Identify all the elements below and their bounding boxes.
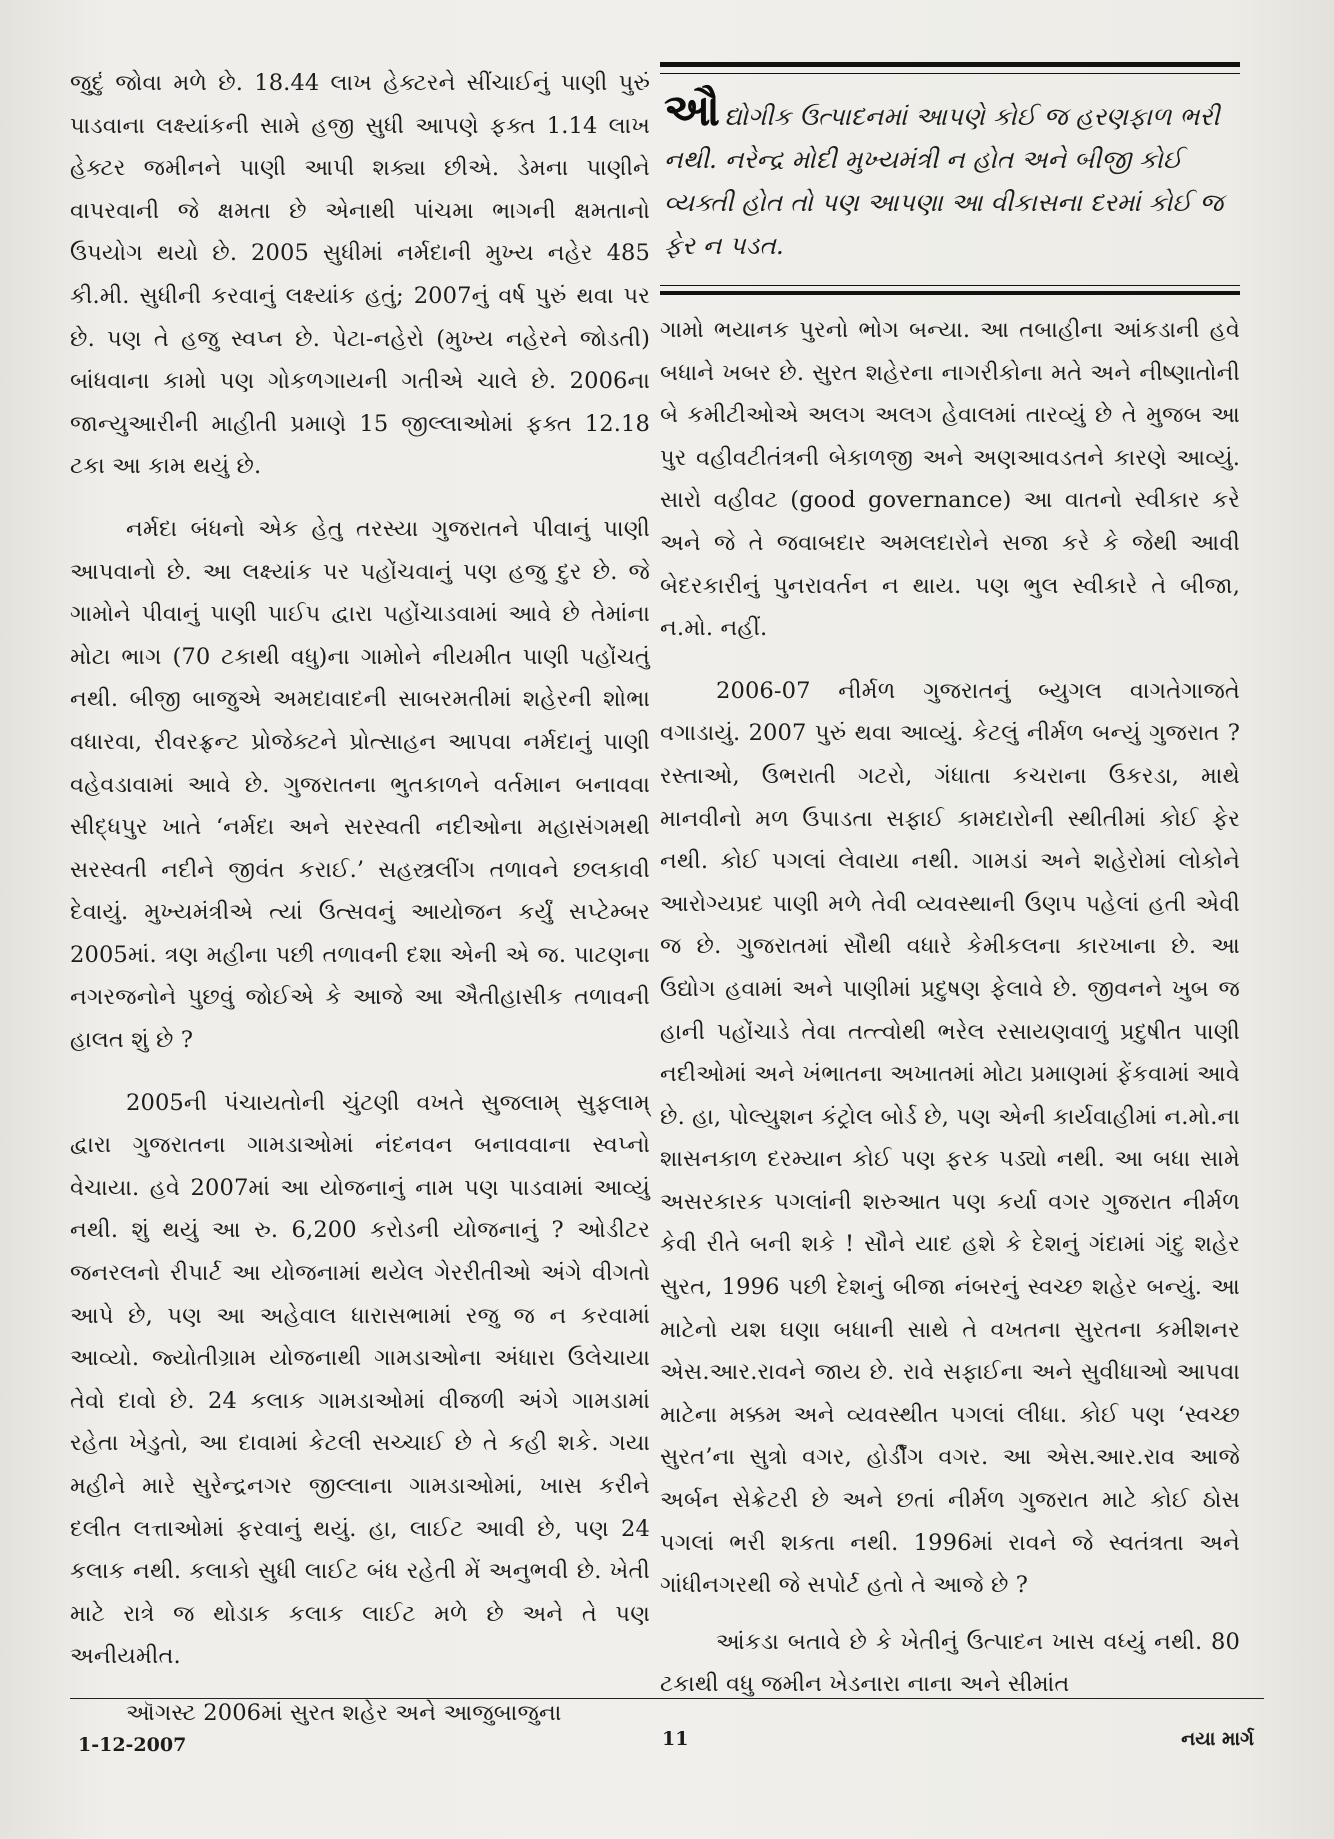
article-paragraph: આંકડા બતાવે છે કે ખેતીનું ઉત્પાદન ખાસ વધ્યું નથી. 80 ટકાથી વધુ જમીન ખેડનારા નાના અને સીમાંત — [660, 1628, 1240, 1698]
issue-date: 1-12-2007 — [78, 1734, 187, 1756]
page-number: 11 — [662, 1728, 689, 1750]
magazine-name: નયા માર્ગ — [1181, 1728, 1254, 1750]
article-paragraph: ગામો ભયાનક પુરનો ભોગ બન્યા. આ તબાહીના આંકડાની હવે બધાને ખબર છે. સુરત શહેરના નાગરીકોના મતે અને નીષ્ણાતોની બે કમીટીઓએ અલગ અલગ હેવાલમાં તારવ્યું છે તે મુજબ આ પુર વહીવટીતંત્રની બેકાળજી અને અણઆવડતને કારણે આવ્યું. સારો વહીવટ (good governance) આ વાતનો સ્વીકાર કરે અને જે તે જવાબદાર અમલદારોને સજા કરે કે જેથી આવી બેદરકારીનું પુનરાવર્તન ન થાય. પણ ભુલ સ્વીકારે તે બીજા, ન.મો. નહીં. — [660, 317, 1240, 642]
pull-quote — [660, 62, 1240, 295]
pull-quote-text — [664, 85, 1236, 267]
drop-cap: ઔ — [664, 85, 720, 136]
article-paragraph: 2006-07 નીર્મળ ગુજરાતનું બ્યુગલ વાગતેગાજતે વગાડાયું. 2007 પુરું થવા આવ્યું. કેટલું નીર્મળ બન્યું ગુજરાત ? રસ્તાઓ, ઉભરાતી ગટરો, ગંધાતા કચરાના ઉકરડા, માથે માનવીનો મળ ઉપાડતા સફાઈ કામદારોની સ્થીતીમાં કોઈ ફેર નથી. કોઈ પગલાં લેવાયા નથી. ગામડાં અને શહેરોમાં લોકોને આરોગ્યપ્રદ પાણી મળે તેવી વ્યવસ્થાની ઉણપ પહેલાં હતી એવી જ છે. ગુજરાતમાં સૌથી વધારે કેમીકલના કારખાના છે. આ ઉદ્યોગ હવામાં અને પાણીમાં પ્રદુષણ ફેલાવે છે. જીવનને ખુબ જ હાની પહોંચાડે તેવા તત્ત્વોથી ભરેલ રસાયણવાળું પ્રદુષીત પાણી નદીઓમાં અને ખંભાતના અખાતમાં મોટા પ્રમાણમાં ફેંકવામાં આવે છે. હા, પોલ્યુશન કંટ્રોલ બોર્ડ છે, પણ એની કાર્યવાહીમાં ન.મો.ના શાસનકાળ દરમ્યાન કોઈ પણ ફરક પડ્યો નથી. આ બધા સામે અસરકારક પગલાંની શરુઆત પણ કર્યા વગર ગુજરાત નીર્મળ કેવી રીતે બની શકે ! સૌને યાદ હશે કે દેશનું ગંદામાં ગંદુ શહેર સુરત, 1996 પછી દેશનું બીજા નંબરનું સ્વચ્છ શહેર બન્યું. આ માટેનો યશ ઘણા બધાની સાથે તે વખતના સુરતના કમીશનર એસ.આર.રાવને જાય છે. રાવે સફાઈના અને સુવીધાઓ આપવા માટેના મક્કમ અને વ્યવસ્થીત પગલાં લીધા. કોઈ પણ ‘સ્વચ્છ સુરત’ના સુત્રો વગર, હોર્ડીંગ વગર. આ એસ.આર.રાવ આજે અર્બન સેક્રેટરી છે અને છતાં નીર્મળ ગુજરાત માટે કોઈ ઠોસ પગલાં ભરી શકતા નથી. 1996માં રાવને જે સ્વતંત્રતા અને ગાંધીનગરથી જે સપોર્ટ હતો તે આજે છે ? — [660, 677, 1240, 1599]
article-paragraph: જુદું જોવા મળે છે. 18.44 લાખ હેક્ટરને સીંચાઈનું પાણી પુરું પાડવાના લક્ષ્યાંકની સામે હજી સુધી આપણે ફક્ત 1.14 લાખ હેક્ટર જમીનને પાણી આપી શક્યા છીએ. ડેમના પાણીને વાપરવાની જે ક્ષમતા છે એનાથી પાંચમા ભાગની ક્ષમતાનો ઉપયોગ થયો છે. 2005 સુધીમાં નર્મદાની મુખ્ય નહેર 485 કી.મી. સુધીની કરવાનું લક્ષ્યાંક હતું; 2007નું વર્ષ પુરું થવા પર છે. પણ તે હજુ સ્વપ્ન છે. પેટા-નહેરો (મુખ્ય નહેરને જોડતી) બાંધવાના કામો પણ ગોકળગાયની ગતીએ ચાલે છે. 2006ના જાન્યુઆરીની માહીતી પ્રમાણે 15 જીલ્લાઓમાં ફક્ત 12.18 ટકા આ કામ થયું છે. — [70, 70, 650, 480]
article-paragraph: નર્મદા બંધનો એક હેતુ તરસ્યા ગુજરાતને પીવાનું પાણી આપવાનો છે. આ લક્ષ્યાંક પર પહોંચવાનું પણ હજુ દુર છે. જે ગામોને પીવાનું પાણી પાઈપ દ્વારા પહોંચાડવામાં આવે છે તેમાંના મોટા ભાગ (70 ટકાથી વધુ)ના ગામોને નીયમીત પાણી પહોંચતું નથી. બીજી બાજુએ અમદાવાદની સાબરમતીમાં શહેરની શોભા વધારવા, રીવરફ્રન્ટ પ્રોજેક્ટને પ્રોત્સાહન આપવા નર્મદાનું પાણી વહેવડાવામાં આવે છે. ગુજરાતના ભુતકાળને વર્તમાન બનાવવા સીદ્ધપુર ખાતે ‘નર્મદા અને સરસ્વતી નદીઓના મહાસંગમથી સરસ્વતી નદીને જીવંત કરાઈ.’ સહસ્ત્રલીંગ તળાવને છલકાવી દેવાયું. મુખ્યમંત્રીએ ત્યાં ઉત્સવનું આયોજન કર્યું સપ્ટેમ્બર 2005માં. ત્રણ મહીના પછી તળાવની દશા એની એ જ. પાટણના નગરજનોને પુછવું જોઈએ કે આજે આ ઐતીહાસીક તળાવની હાલત શું છે ? — [70, 515, 650, 1054]
article-paragraph: 2005ની પંચાયતોની ચુંટણી વખતે સુજલામ્ સુફલામ્ દ્વારા ગુજરાતના ગામડાઓમાં નંદનવન બનાવવાના સ્વપ્નો વેચાયા. હવે 2007માં આ યોજનાનું નામ પણ પાડવામાં આવ્યું નથી. શું થયું આ રુ. 6,200 કરોડની યોજનાનું ? ઓડીટર જનરલનો રીપાર્ટ આ યોજનામાં થયેલ ગેરરીતીઓ અંગે વીગતો આપે છે, પણ આ અહેવાલ ધારાસભામાં રજુ જ ન કરવામાં આવ્યો. જ્યોતીગ્રામ યોજનાથી ગામડાઓના અંધારા ઉલેચાયા તેવો દાવો છે. 24 કલાક ગામડાઓમાં વીજળી અંગે ગામડામાં રહેતા ખેડુતો, આ દાવામાં કેટલી સચ્ચાઈ છે તે કહી શકે. ગયા મહીને મારે સુરેન્દ્રનગર જીલ્લાના ગામડાઓમાં, ખાસ કરીને દલીત લત્તાઓમાં ફરવાનું થયું. હા, લાઈટ આવી છે, પણ 24 કલાક નથી. કલાકો સુધી લાઈટ બંધ રહેતી મેં અનુભવી છે. ખેતી માટે રાત્રે જ થોડાક કલાક લાઈટ મળે છે અને તે પણ અનીયમીત. — [70, 1089, 650, 1670]
left-column — [70, 62, 650, 1735]
pull-quote-body: દ્યોગીક ઉત્પાદનમાં આપણે કોઈ જ હરણફાળ ભરી નથી. નરેન્દ્ર મોદી મુખ્યમંત્રી ન હોત અને બીજી કોઈ વ્યક્તી હોત તો પણ આપણા આ વીકાસના દરમાં કોઈ જ ફેર ન પડત. — [664, 102, 1224, 260]
right-column — [660, 62, 1240, 1706]
footer-rule — [70, 1698, 1264, 1699]
article-paragraph: ઑગસ્ટ 2006માં સુરત શહેર અને આજુબાજુના — [126, 1699, 562, 1726]
